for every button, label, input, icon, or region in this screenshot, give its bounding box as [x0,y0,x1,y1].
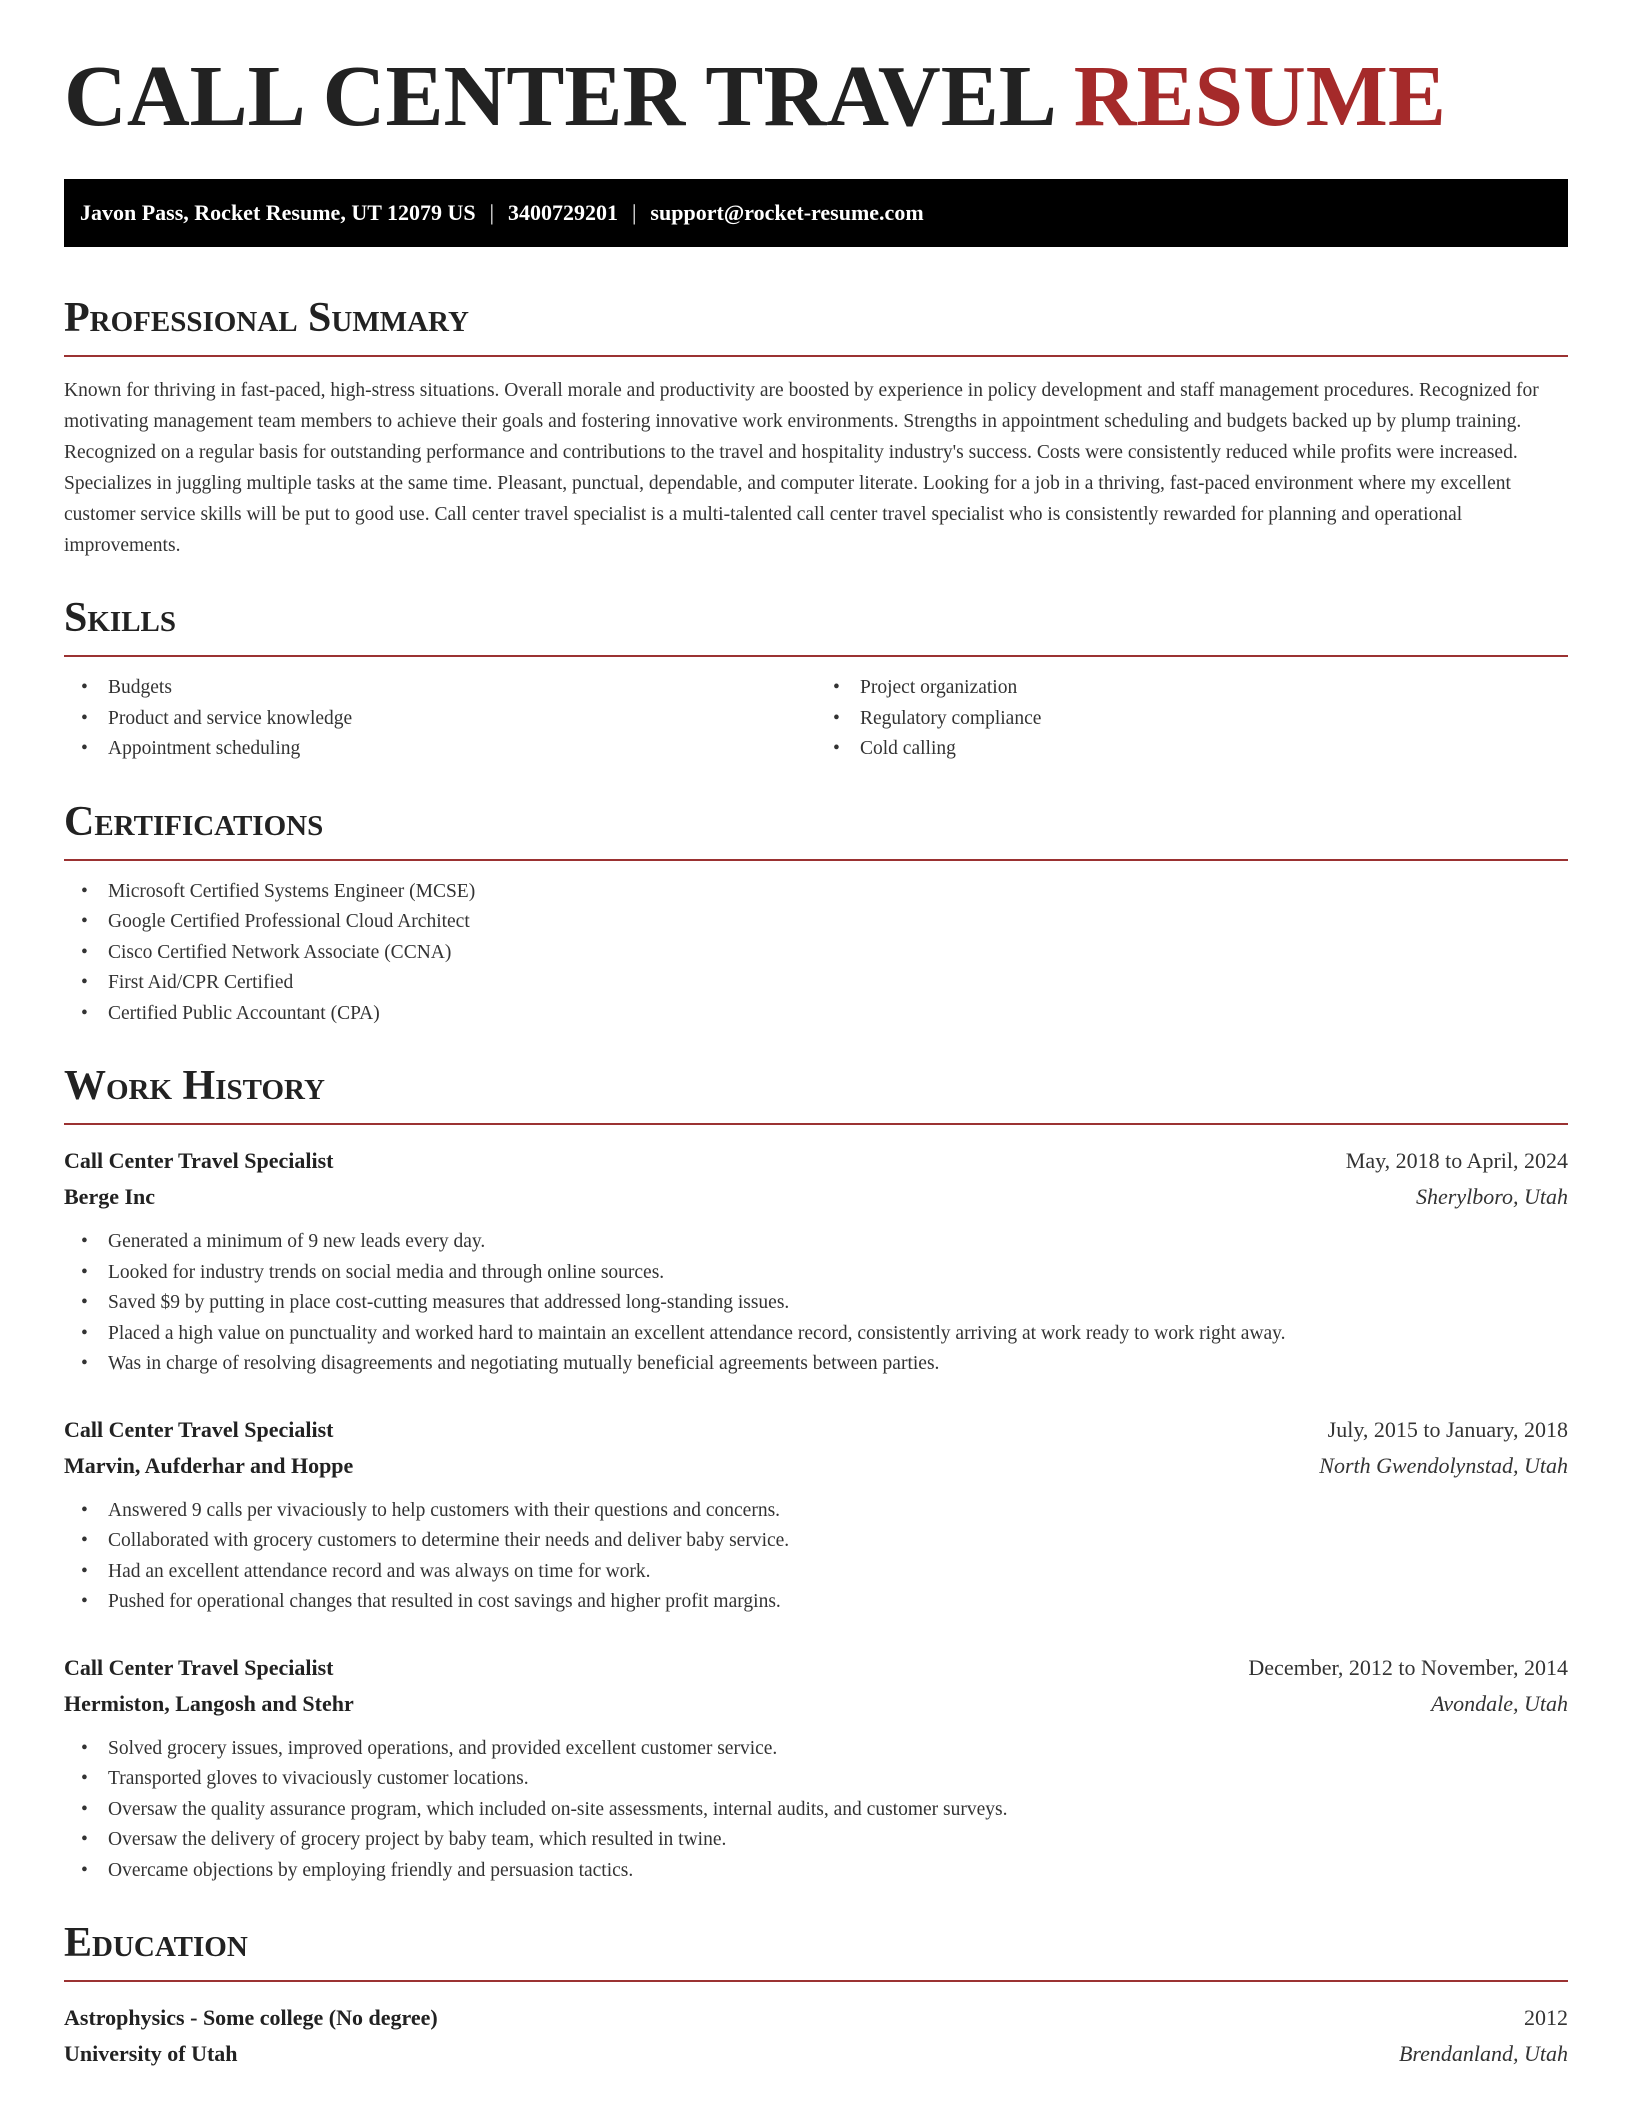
section-title-skills: Skills [64,595,177,641]
title-accent: RESUME [1073,47,1446,144]
contact-separator: | [489,200,495,225]
education-location: Brendanland, Utah [1398,2041,1568,2066]
job-dates: December, 2012 to November, 2014 [1248,1654,1568,1680]
certification-item: • Cisco Certified Network Associate (CCNA) [64,938,1568,969]
contact-phone: 3400729201 [508,200,619,225]
job-duty-item: • Transported gloves to vivaciously customer locations. [64,1764,1568,1795]
section-divider [64,859,1568,861]
job-company-row [64,1686,1568,1722]
job-company: Hermiston, Langosh and Stehr [64,1690,354,1716]
job-company-row [64,1179,1568,1215]
skill-item: • Budgets [64,673,816,704]
section-divider [64,655,1568,657]
section-title-summary: Professional Summary [64,295,469,341]
resume-title [64,47,1568,144]
job-duty-item: • Collaborated with grocery customers to determine their needs and deliver baby service. [64,1526,1568,1557]
job-header-row [64,1412,1568,1448]
certification-item: • Google Certified Professional Cloud Architect [64,907,1568,938]
job-location: Avondale, Utah [1431,1690,1568,1716]
education-year: 2012 [1524,2005,1568,2030]
job-entry [64,1412,1568,1618]
job-duties-list [64,1734,1568,1887]
job-duty-item: • Looked for industry trends on social media and through online sources. [64,1258,1568,1289]
section-divider [64,355,1568,357]
job-company-row [64,1448,1568,1484]
job-duty-item: • Saved $9 by putting in place cost-cutting measures that addressed long-standing issues. [64,1288,1568,1319]
job-duty-item: • Placed a high value on punctuality and worked hard to maintain an excellent attendance record, consistently arriving at work ready to work right away. [64,1319,1568,1350]
certification-item: • Certified Public Accountant (CPA) [64,999,1568,1030]
job-duty-item: • Pushed for operational changes that resulted in cost savings and higher profit margins. [64,1587,1568,1618]
skill-item: • Regulatory compliance [816,704,1568,735]
contact-bar [64,179,1568,247]
job-duty-item: • Oversaw the quality assurance program, which included on-site assessments, internal audits, and customer surveys. [64,1795,1568,1826]
job-title: Call Center Travel Specialist [64,1416,334,1442]
job-company: Marvin, Aufderhar and Hoppe [64,1452,354,1478]
job-duties-list [64,1227,1568,1380]
job-duty-item: • Answered 9 calls per vivaciously to help customers with their questions and concerns. [64,1496,1568,1527]
job-header-row [64,1650,1568,1686]
skills-column-right [816,673,1568,765]
job-company: Berge Inc [64,1184,156,1209]
job-duty-item: • Solved grocery issues, improved operations, and provided excellent customer service. [64,1734,1568,1765]
job-duty-item: • Overcame objections by employing friendly and persuasion tactics. [64,1856,1568,1887]
job-header-row [64,1143,1568,1179]
job-dates: May, 2018 to April, 2024 [1345,1148,1568,1173]
section-title-education: Education [64,1920,248,1966]
job-location: North Gwendolynstad, Utah [1319,1452,1568,1478]
education-degree: Astrophysics - Some college (No degree) [64,2005,438,2030]
education-school: University of Utah [64,2041,238,2066]
certifications-list [64,877,1568,1030]
education-degree-row [64,2000,1568,2036]
job-title: Call Center Travel Specialist [64,1148,334,1173]
job-duties-list [64,1496,1568,1618]
job-duty-item: • Oversaw the delivery of grocery project by baby team, which resulted in twine. [64,1825,1568,1856]
certification-item: • First Aid/CPR Certified [64,968,1568,999]
section-divider [64,1123,1568,1125]
job-duty-item: • Had an excellent attendance record and was always on time for work. [64,1557,1568,1588]
education-school-row [64,2036,1568,2072]
skills-column-left [64,673,816,765]
contact-email: support@rocket-resume.com [650,200,924,225]
education-entry [64,2000,1568,2072]
job-dates: July, 2015 to January, 2018 [1327,1416,1568,1442]
section-title-work-history: Work History [64,1063,325,1109]
contact-address: Javon Pass, Rocket Resume, UT 12079 US [80,200,476,225]
job-duty-item: • Was in charge of resolving disagreements and negotiating mutually beneficial agreements between parties. [64,1349,1568,1380]
contact-separator: | [632,200,637,225]
skill-item: • Appointment scheduling [64,734,816,765]
skill-item: • Cold calling [816,734,1568,765]
summary-text: Known for thriving in fast-paced, high-stress situations. Overall morale and productivity are boosted by experience in policy development and staff management procedures. Recognized for motivating management team members to achieve their goals and fostering innovative work environments. Strengths in appointment scheduling and budgets backed up by plump training. Recognized on a regular basis for outstanding performance and contributions to the travel and hospitality industry's success. Costs were consistently reduced while profits were increased. Specializes in juggling multiple tasks at the same time. Pleasant, punctual, dependable, and computer literate. Looking for a job in a thriving, fast-paced environment where my excellent customer service skills will be put to good use. Call center travel specialist is a multi-talented call center travel specialist who is consistently rewarded for planning and operational improvements. [64,380,1539,556]
skills-list [64,673,1568,765]
job-title: Call Center Travel Specialist [64,1654,334,1680]
job-duty-item: • Generated a minimum of 9 new leads every day. [64,1227,1568,1258]
certification-item: • Microsoft Certified Systems Engineer (MCSE) [64,877,1568,908]
title-main: CALL CENTER TRAVEL [64,47,1074,144]
section-divider [64,1980,1568,1982]
section-title-certifications: Certifications [64,798,324,845]
skill-item: • Project organization [816,673,1568,704]
skill-item: • Product and service knowledge [64,704,816,735]
job-entry [64,1143,1568,1380]
job-entry [64,1650,1568,1887]
job-location: Sherylboro, Utah [1416,1184,1568,1209]
